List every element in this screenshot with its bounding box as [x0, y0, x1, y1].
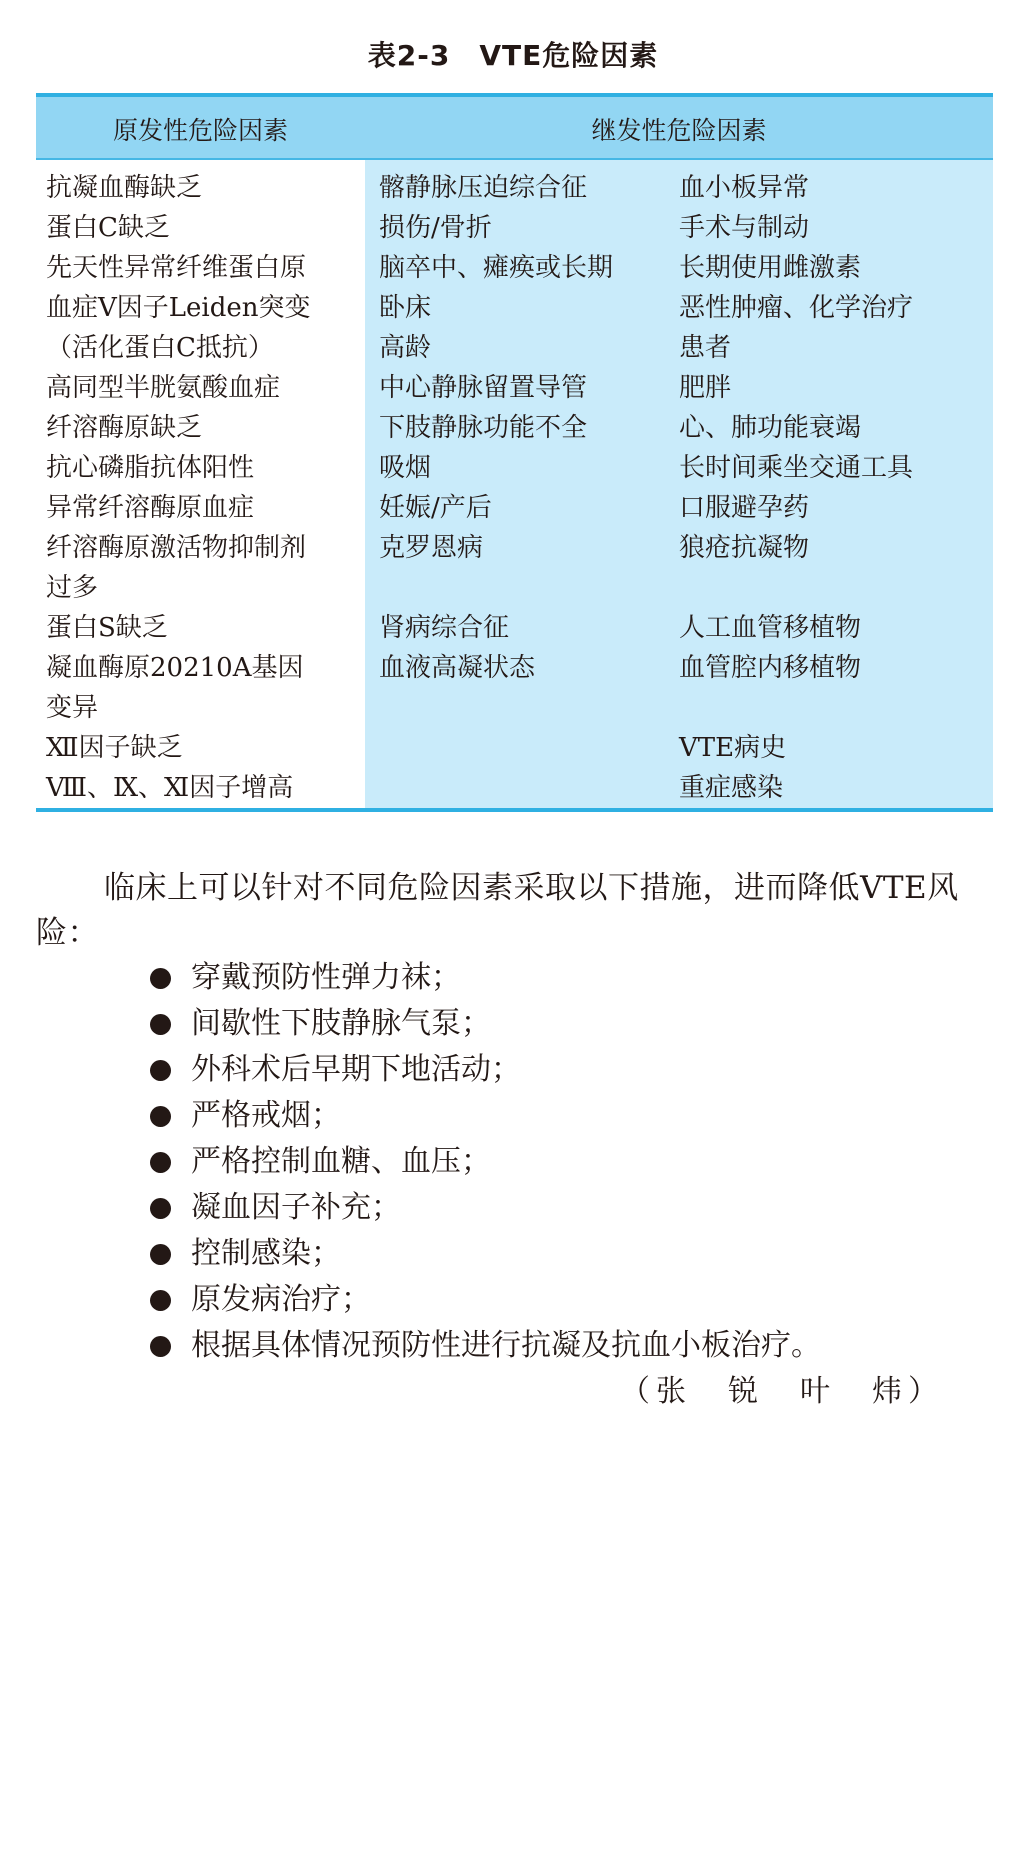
table-title: 表2-3 VTE危险因素: [367, 39, 659, 72]
table-cell-line: 高龄: [379, 333, 432, 363]
table-cell-line: [679, 688, 989, 728]
measure-text: 原发病治疗；: [191, 1282, 371, 1317]
table-cell-line: 吸烟: [379, 453, 432, 483]
measure-item: [150, 1093, 821, 1139]
table-body: [36, 160, 993, 808]
table-cell-line: 髂静脉压迫综合征: [379, 173, 588, 203]
table-cell-line: 纤溶酶原缺乏: [46, 413, 203, 443]
table-cell-line: 蛋白S缺乏: [46, 613, 168, 643]
bullet-icon: [150, 968, 171, 989]
measure-text: 严格控制血糖、血压；: [191, 1144, 491, 1179]
measures-list: [150, 955, 821, 1369]
bullet-icon: [150, 1290, 171, 1311]
intro-text: 临床上可以针对不同危险因素采取以下措施，进而降低VTE风险：: [36, 870, 959, 951]
measure-text: 间歇性下肢静脉气泵；: [191, 1006, 491, 1041]
measure-item: [150, 1185, 821, 1231]
table-cell-line: 损伤/骨折: [379, 213, 492, 243]
table-cell-line: 重症感染: [679, 773, 784, 803]
primary-factors-column: [46, 168, 362, 808]
author-credit: （张 锐 叶 炜）: [620, 1374, 944, 1409]
table-cell-line: VTE病史: [679, 733, 787, 763]
table-cell-line: 异常纤溶酶原血症: [46, 493, 255, 523]
table-cell-line: 克罗恩病: [379, 533, 484, 563]
measure-item: [150, 1323, 821, 1369]
bullet-icon: [150, 1014, 171, 1035]
measure-item: [150, 1277, 821, 1323]
table-cell-line: 过多: [46, 573, 99, 603]
bullet-icon: [150, 1152, 171, 1173]
measure-text: 凝血因子补充；: [191, 1190, 401, 1225]
measure-item: [150, 1001, 821, 1047]
table-cell-line: 血小板异常: [679, 173, 810, 203]
table-cell-line: [379, 728, 669, 768]
table-cell-line: 下肢静脉功能不全: [379, 413, 588, 443]
measure-item: [150, 1139, 821, 1185]
table-cell-line: 血症Ⅴ因子Leiden突变: [46, 293, 311, 323]
bullet-icon: [150, 1060, 171, 1081]
bullet-icon: [150, 1198, 171, 1219]
table-cell-line: 恶性肿瘤、化学治疗: [679, 293, 914, 323]
table-cell-line: （活化蛋白C抵抗）: [46, 333, 274, 363]
bullet-icon: [150, 1336, 171, 1357]
table-cell-line: 变异: [46, 693, 99, 723]
table-cell-line: 肥胖: [679, 373, 732, 403]
table-cell-line: 人工血管移植物: [679, 613, 862, 643]
secondary-factors-column-1: [379, 168, 669, 808]
table-cell-line: 手术与制动: [679, 213, 810, 243]
secondary-factors-column-2: [679, 168, 989, 808]
table-cell-line: 中心静脉留置导管: [379, 373, 588, 403]
measure-text: 控制感染；: [191, 1236, 341, 1271]
table-cell-line: 患者: [679, 333, 732, 363]
risk-factor-table: [36, 93, 993, 812]
measure-item: [150, 1047, 821, 1093]
measure-text: 外科术后早期下地活动；: [191, 1052, 521, 1087]
measure-item: [150, 1231, 821, 1277]
table-cell-line: 血管腔内移植物: [679, 653, 862, 683]
header-primary: 原发性危险因素: [112, 116, 288, 145]
table-cell-line: 卧床: [379, 293, 432, 323]
table-header: [36, 97, 993, 160]
table-cell-line: Ⅻ因子缺乏: [46, 733, 183, 763]
bullet-icon: [150, 1106, 171, 1127]
table-cell-line: [379, 568, 669, 608]
table-cell-line: 肾病综合征: [379, 613, 510, 643]
header-secondary: 继发性危险因素: [591, 116, 767, 145]
table-cell-line: 蛋白C缺乏: [46, 213, 170, 243]
table-cell-line: 血液高凝状态: [379, 653, 536, 683]
measure-text: 严格戒烟；: [191, 1098, 341, 1133]
table-cell-line: [379, 688, 669, 728]
intro-paragraph: [36, 866, 996, 956]
table-cell-line: 凝血酶原20210A基因: [46, 653, 304, 683]
table-cell-line: 抗心磷脂抗体阳性: [46, 453, 255, 483]
table-cell-line: 妊娠/产后: [379, 493, 492, 523]
table-cell-line: 长期使用雌激素: [679, 253, 862, 283]
table-cell-line: 心、肺功能衰竭: [679, 413, 862, 443]
measure-text: 根据具体情况预防性进行抗凝及抗血小板治疗。: [191, 1328, 821, 1363]
table-cell-line: 狼疮抗凝物: [679, 533, 810, 563]
measure-item: [150, 955, 821, 1001]
table-cell-line: [679, 568, 989, 608]
measure-text: 穿戴预防性弹力袜；: [191, 960, 461, 995]
table-cell-line: Ⅷ、Ⅸ、Ⅺ因子增高: [46, 773, 294, 803]
table-cell-line: 脑卒中、瘫痪或长期: [379, 253, 614, 283]
table-cell-line: 纤溶酶原激活物抑制剂: [46, 533, 307, 563]
table-cell-line: [379, 768, 669, 808]
table-cell-line: 抗凝血酶缺乏: [46, 173, 203, 203]
table-cell-line: 先天性异常纤维蛋白原: [46, 253, 307, 283]
table-cell-line: 口服避孕药: [679, 493, 810, 523]
table-cell-line: 长时间乘坐交通工具: [679, 453, 914, 483]
table-cell-line: 高同型半胱氨酸血症: [46, 373, 281, 403]
bullet-icon: [150, 1244, 171, 1265]
